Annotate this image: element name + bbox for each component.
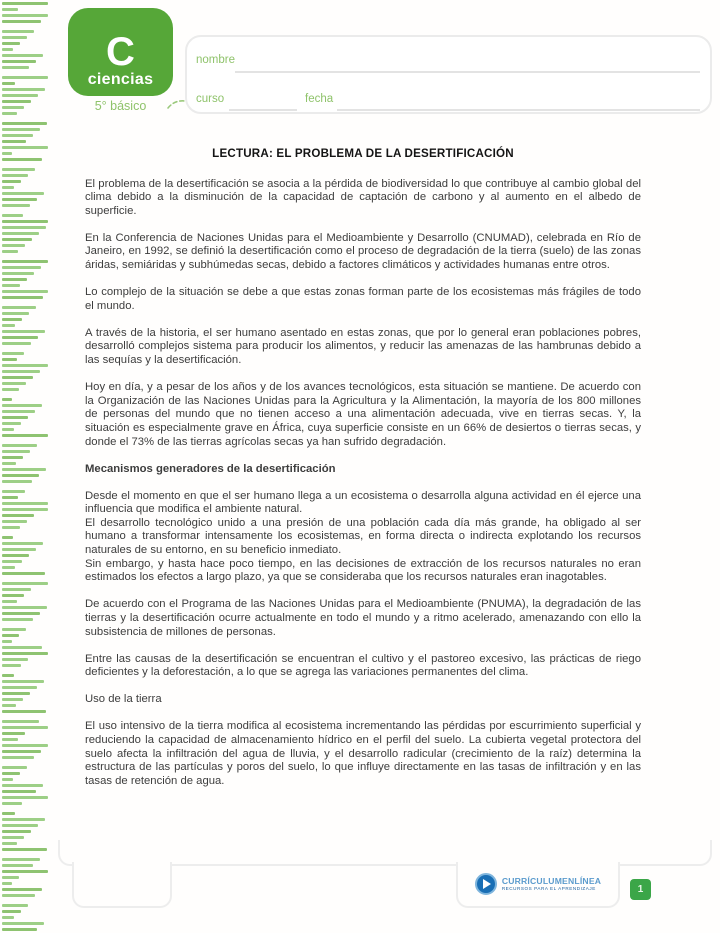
subject-badge	[68, 8, 173, 96]
micro-text-line	[2, 30, 34, 33]
micro-text-line	[2, 612, 40, 615]
micro-text-line	[2, 582, 48, 585]
micro-text-line	[2, 296, 43, 299]
micro-text-line	[2, 82, 15, 85]
micro-text-line	[2, 698, 23, 701]
micro-text-line	[2, 658, 28, 661]
micro-text-line	[2, 112, 17, 115]
micro-text-line	[2, 140, 26, 143]
micro-text-line	[2, 318, 22, 321]
micro-text-line	[2, 916, 14, 919]
grade-label: 5° básico	[94, 99, 147, 113]
micro-text-line	[2, 704, 16, 707]
micro-text-line	[2, 848, 47, 851]
micro-text-line	[2, 134, 33, 137]
micro-text-line	[2, 566, 15, 569]
micro-text-line	[2, 796, 48, 799]
micro-text-line	[2, 870, 48, 873]
micro-text-line	[2, 496, 18, 499]
micro-text-line	[2, 54, 43, 57]
micro-text-line	[2, 272, 34, 275]
micro-text-line	[2, 480, 32, 483]
micro-text-line	[2, 772, 20, 775]
micro-text-line	[2, 726, 48, 729]
micro-text-line	[2, 526, 20, 529]
micro-text-line	[2, 20, 41, 23]
page-title: LECTURA: EL PROBLEMA DE LA DESERTIFICACIÓN	[212, 147, 514, 160]
micro-text-line	[2, 428, 14, 431]
micro-text-line	[2, 226, 46, 229]
micro-text-line	[2, 260, 48, 263]
footer-logo-brand: CURRÍCULUMENLÍNEA	[501, 875, 602, 886]
micro-text-line	[2, 732, 25, 735]
micro-text-line	[2, 220, 48, 223]
micro-text-line	[2, 802, 22, 805]
micro-text-line	[2, 122, 47, 125]
micro-text-line	[2, 158, 42, 161]
micro-text-line	[2, 88, 45, 91]
micro-text-line	[2, 922, 44, 925]
micro-text-line	[2, 94, 38, 97]
micro-text-line	[2, 744, 48, 747]
micro-text-line	[2, 514, 34, 517]
micro-text-line	[2, 634, 19, 637]
date-label: fecha	[305, 93, 334, 105]
micro-text-line	[2, 370, 40, 373]
micro-text-line	[2, 48, 13, 51]
micro-text-line	[2, 342, 31, 345]
paragraph: Hoy en día, y a pesar de los años y de los avances tecnológicos, esta situación se mantiene. De acuerdo con la Organización de las Naciones Unidas para la Agricultura y la Alimentación, la mayoría de los 800 millones de personas del mundo que no tienen acceso a una alimentación adecuada, vive en tierras secas. Y, la situación es especialmente grave en África, cuya superficie consiste en un 66% de desiertos o tierras secas, y donde el 73% de las tierras agrícolas secas ya han sufrido degradación.	[85, 381, 641, 448]
micro-text-line	[2, 490, 25, 493]
micro-text-line	[2, 404, 42, 407]
paragraph: A través de la historia, el ser humano asentado en estas zonas, que por lo general eran poblaciones pobres, desarrolló complejos sistema para producir los alimentos, y reducir las amenazas de las hambrunas debido a las sequías y la desertificación.	[85, 326, 641, 367]
micro-text-line	[2, 778, 13, 781]
micro-text-line	[2, 508, 48, 511]
micro-text-line	[2, 8, 18, 11]
course-field[interactable]	[229, 109, 297, 111]
micro-text-line	[2, 376, 33, 379]
micro-text-line	[2, 186, 14, 189]
micro-text-line	[2, 904, 28, 907]
micro-text-line	[2, 652, 48, 655]
micro-text-line	[2, 710, 46, 713]
micro-text-line	[2, 312, 29, 315]
micro-text-line	[2, 542, 43, 545]
micro-text-line	[2, 336, 38, 339]
micro-text-line	[2, 290, 48, 293]
micro-text-line	[2, 756, 34, 759]
micro-text-line	[2, 232, 39, 235]
paragraph: En la Conferencia de Naciones Unidas para el Medioambiente y Desarrollo (CNUMAD), celebrada en Río de Janeiro, en 1992, se definió la desertificación como el proceso de degradación de la tierra (suelo) de las zonas áridas, semiáridas y subhúmedas secas, debido a factores climáticos y actividades humanas entre otros.	[85, 231, 641, 272]
paragraph: El desarrollo tecnológico unido a una presión de una población cada día más grande, ha obligado al ser humano a transformar intensamente los ecosistemas, en forma directa o indirecta explotando los recursos naturales de su entorno, en su beneficio inmediato.	[85, 516, 641, 557]
micro-text-line	[2, 628, 26, 631]
micro-text-line	[2, 250, 18, 253]
micro-text-line	[2, 146, 48, 149]
micro-text-line	[2, 594, 24, 597]
micro-text-line	[2, 214, 23, 217]
micro-text-line	[2, 416, 28, 419]
micro-text-line	[2, 692, 30, 695]
micro-text-line	[2, 398, 12, 401]
micro-text-line	[2, 410, 35, 413]
micro-text-line	[2, 876, 19, 879]
micro-text-line	[2, 548, 36, 551]
name-label: nombre	[196, 54, 235, 66]
micro-text-line	[2, 324, 15, 327]
micro-text-line	[2, 882, 12, 885]
micro-text-line	[2, 76, 48, 79]
paragraph: El uso intensivo de la tierra modifica al ecosistema incrementando las pérdidas por escurrimiento superficial y reduciendo la capacidad de almacenamiento hídrico en el perfil del suelo. La cubierta vegetal protectora del suelo afecta la infiltración del agua de lluvia, y el desarrollo radicular (crecimiento de la raíz) determina la estructura de las partículas y poros del suelo, lo que influye directamente en las tasas de infiltración y en las tasas de retención de agua.	[85, 720, 641, 787]
micro-text-line	[2, 858, 40, 861]
section-heading: Mecanismos generadores de la desertificación	[85, 462, 336, 475]
micro-text-line	[2, 606, 47, 609]
paragraph: Sin embargo, y hasta hace poco tiempo, en las decisiones de extracción de los recursos naturales no eran estimados los efectos a largo plazo, ya que se consideraba que los recursos naturales eran inagotables.	[85, 557, 641, 584]
paragraph: Lo complejo de la situación se debe a que estas zonas forman parte de los ecosistemas más frágiles de todo el mundo.	[85, 286, 641, 312]
micro-text-line	[2, 14, 48, 17]
micro-text-line	[2, 174, 28, 177]
micro-text-line	[2, 766, 27, 769]
micro-text-line	[2, 830, 31, 833]
micro-text-line	[2, 180, 21, 183]
micro-text-line	[2, 680, 44, 683]
paragraph: De acuerdo con el Programa de las Naciones Unidas para el Medioambiente (PNUMA), la degradación de las tierras y la desertificación ocurre actualmente en todo el mundo y a ritmo acelerado, amenazando con ello la subsistencia de millones de personas.	[85, 598, 641, 638]
micro-text-line	[2, 864, 33, 867]
micro-text-line	[2, 450, 30, 453]
micro-text-line	[2, 618, 33, 621]
micro-text-line	[2, 192, 44, 195]
micro-text-line	[2, 2, 48, 5]
micro-text-line	[2, 266, 41, 269]
micro-text-line	[2, 66, 29, 69]
micro-text-line	[2, 554, 29, 557]
micro-text-line	[2, 588, 31, 591]
margin-microtext-strip	[2, 2, 52, 933]
micro-text-line	[2, 306, 36, 309]
micro-text-line	[2, 422, 21, 425]
micro-text-line	[2, 456, 23, 459]
course-label: curso	[196, 93, 225, 105]
micro-text-line	[2, 128, 40, 131]
micro-text-line	[2, 928, 37, 931]
micro-text-line	[2, 382, 26, 385]
micro-text-line	[2, 686, 37, 689]
micro-text-line	[2, 824, 38, 827]
micro-text-line	[2, 364, 48, 367]
micro-text-line	[2, 738, 18, 741]
micro-text-line	[2, 284, 20, 287]
subject-badge-name: ciencias	[87, 71, 154, 88]
name-field[interactable]	[235, 71, 700, 73]
micro-text-line	[2, 790, 36, 793]
paragraph: El problema de la desertificación se asocia a la pérdida de biodiversidad lo que contribuye al cambio global del clima debido a la disminución de la capacidad de captación de carbono y al aumento en el albedo de superficie.	[85, 177, 641, 217]
micro-text-line	[2, 36, 27, 39]
page-number-badge: 1	[630, 879, 651, 900]
micro-text-line	[2, 720, 39, 723]
play-icon	[475, 873, 497, 895]
micro-text-line	[2, 100, 31, 103]
micro-text-line	[2, 664, 21, 667]
paragraph: Desde el momento en que el ser humano llega a un ecosistema o desarrolla alguna actividad en él ejerce una influencia que modifica el ambiente natural.	[85, 489, 641, 516]
micro-text-line	[2, 204, 30, 207]
micro-text-line	[2, 106, 24, 109]
micro-text-line	[2, 168, 35, 171]
micro-text-line	[2, 352, 24, 355]
micro-text-line	[2, 560, 22, 563]
micro-text-line	[2, 520, 27, 523]
micro-text-line	[2, 842, 17, 845]
footer-logo-tagline: RECURSOS PARA EL APRENDIZAJE	[501, 885, 596, 891]
micro-text-line	[2, 152, 12, 155]
micro-text-line	[2, 640, 12, 643]
micro-text-line	[2, 910, 21, 913]
micro-text-line	[2, 818, 45, 821]
micro-text-line	[2, 42, 20, 45]
micro-text-line	[2, 888, 42, 891]
micro-text-line	[2, 238, 32, 241]
paragraph: Entre las causas de la desertificación se encuentran el cultivo y el pastoreo excesivo, las prácticas de riego deficientes y la deforestación, a lo que se agrega las variaciones permanentes del clima.	[85, 652, 641, 679]
micro-text-line	[2, 894, 35, 897]
micro-text-line	[2, 812, 15, 815]
micro-text-line	[2, 198, 37, 201]
micro-text-line	[2, 646, 42, 649]
micro-text-line	[2, 784, 43, 787]
section-heading: Uso de la tierra	[85, 693, 162, 706]
micro-text-line	[2, 278, 27, 281]
micro-text-line	[2, 836, 24, 839]
date-field[interactable]	[337, 109, 700, 111]
micro-text-line	[2, 536, 13, 539]
micro-text-line	[2, 330, 45, 333]
micro-text-line	[2, 358, 17, 361]
micro-text-line	[2, 388, 19, 391]
footer-blank-tab	[72, 862, 172, 908]
micro-text-line	[2, 462, 16, 465]
micro-text-line	[2, 244, 25, 247]
subject-badge-letter: C	[106, 30, 135, 74]
student-info-form	[185, 35, 712, 114]
micro-text-line	[2, 674, 14, 677]
micro-text-line	[2, 502, 48, 505]
micro-text-line	[2, 600, 17, 603]
micro-text-line	[2, 572, 45, 575]
reading-text	[85, 147, 641, 802]
micro-text-line	[2, 60, 36, 63]
footer-logo	[456, 862, 620, 908]
micro-text-line	[2, 468, 46, 471]
micro-text-line	[2, 444, 37, 447]
micro-text-line	[2, 750, 41, 753]
paragraph-container	[85, 178, 641, 789]
micro-text-line	[2, 474, 39, 477]
micro-text-line	[2, 434, 48, 437]
